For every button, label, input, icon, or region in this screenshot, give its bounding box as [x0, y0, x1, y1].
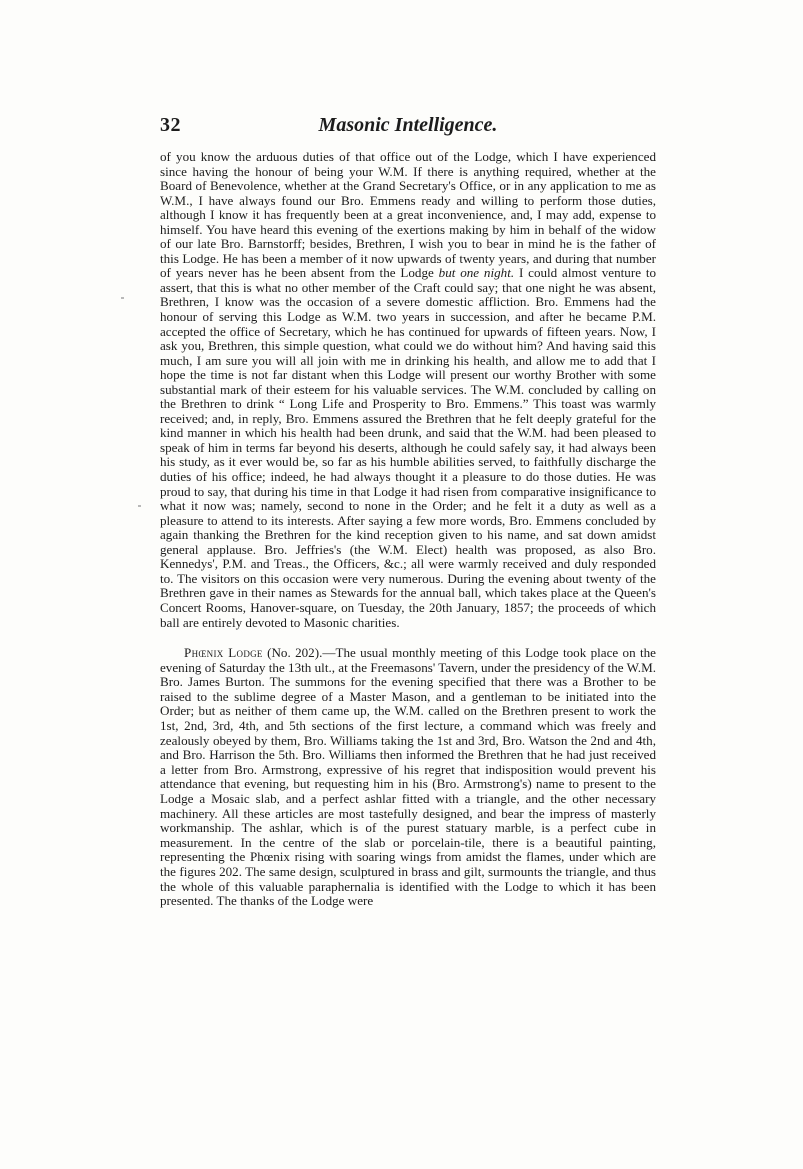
paragraph-text: of you know the arduous duties of that office out of the Lodge, which I have experienced since having the honour of being your W.M. If there is anything required, whether at the Board of Benevolence, whether at the Grand Secretary's Office, or in any application to me as W.M., I have always found our Bro. Emmens ready and willing to perform those duties, although I know it has frequently been at a great inconvenience, and, I may add, expense to himself. You have heard this evening of the exertions making by him in behalf of the widow of our late Bro. Barnstorff; besides, Brethren, I wish you to bear in mind he is the father of this Lodge. He has been a member of it now upwards of twenty years, and during that number of years never has he been absent from the Lodge — [160, 149, 656, 281]
margin-speck — [121, 297, 124, 299]
paragraph-emmens-toast — [160, 150, 656, 630]
paragraph-phoenix-lodge — [160, 646, 656, 909]
running-title: Masonic Intelligence. — [318, 114, 498, 136]
margin-speck — [138, 505, 141, 507]
article-body — [160, 150, 656, 909]
page-header — [160, 114, 656, 142]
paragraph-text-continued: I could almost venture to assert, that this is what no other member of the Craft could say; that one night he was absent, Brethren, I know was the occasion of a severe domestic affliction. Bro. Emmens had the honour of serving this Lodge as W.M. two years in succession, and after he became P.M. accepted the office of Secretary, which he has continued for upwards of fifteen years. Now, I ask you, Brethren, this simple question, what could we do without him? And having said this much, I am sure you will all join with me in drinking his health, and allow me to add that I hope the time is not far distant when this Lodge will present our worthy Brother with some substantial mark of their esteem for his valuable services. The W.M. concluded by calling on the Brethren to drink “ Long Life and Prosperity to Bro. Emmens.” This toast was warmly received; and, in reply, Bro. Emmens assured the Brethren that he felt deeply grateful for the kind manner in which his health had been drunk, and said that the W.M. had been pleased to speak of him in terms far beyond his deserts, although he could safely say, it had always been his study, as it ever would be, so far as his humble abilities served, to faithfully discharge the duties of his office; indeed, he had always thought it a pleasure to do those duties. He was proud to say, that during his time in that Lodge it had risen from comparative insignificance to what it now was; namely, second to none in the Order; and he felt it a duty as well as a pleasure to attend to its interests. After saying a few more words, Bro. Emmens concluded by again thanking the Brethren for the kind reception given to his name, and sat down amidst general applause. Bro. Jeffries's (the W.M. Elect) health was proposed, as also Bro. Kennedys', P.M. and Treas., the Officers, &c.; all were warmly received and duly responded to. The visitors on this occasion were very numerous. During the evening about twenty of the Brethren gave in their names as Stewards for the annual ball, which takes place at the Queen's Concert Rooms, Hanover-square, on Tuesday, the 20th January, 1857; the proceeds of which ball are entirely devoted to Masonic charities. — [160, 265, 657, 630]
page-number: 32 — [160, 114, 181, 136]
italic-phrase: but one night. — [438, 265, 515, 281]
paragraph-text: (No. 202).—The usual monthly meeting of this Lodge took place on the evening of Saturday the 13th ult., at the Freemasons' Tavern, under the presidency of the W.M. Bro. James Burton. The summons for the evening specified that there was a Brother to be raised to the sublime degree of a Master Mason, and a gentleman to be initiated into the Order; but as neither of them came up, the W.M. called on the Brethren present to work the 1st, 2nd, 3rd, 4th, and 5th sections of the first lecture, a command which was freely and zealously obeyed by them, Bro. Williams taking the 1st and 3rd, Bro. Watson the 2nd and 4th, and Bro. Harrison the 5th. Bro. Williams then informed the Brethren that he had just received a letter from Bro. Armstrong, expressive of his regret that indisposition would prevent his attendance that evening, but requesting him in his (Bro. Armstrong's) name to present to the Lodge a Mosaic slab, and a perfect ashlar fitted with a triangle, and the other necessary machinery. All these articles are most tastefully designed, and bear the impress of masterly workmanship. The ashlar, which is of the purest statuary marble, is a perfect cube in measurement. In the centre of the slab or porcelain-tile, there is a beautiful painting, representing the Phœnix rising with soaring wings from amidst the flames, under which are the figures 202. The same design, sculptured in brass and gilt, surmounts the triangle, and thus the whole of this valuable paraphernalia is identified with the Lodge to which it has been presented. The thanks of the Lodge were — [160, 645, 656, 909]
lodge-heading: Phœnix Lodge — [184, 645, 263, 661]
